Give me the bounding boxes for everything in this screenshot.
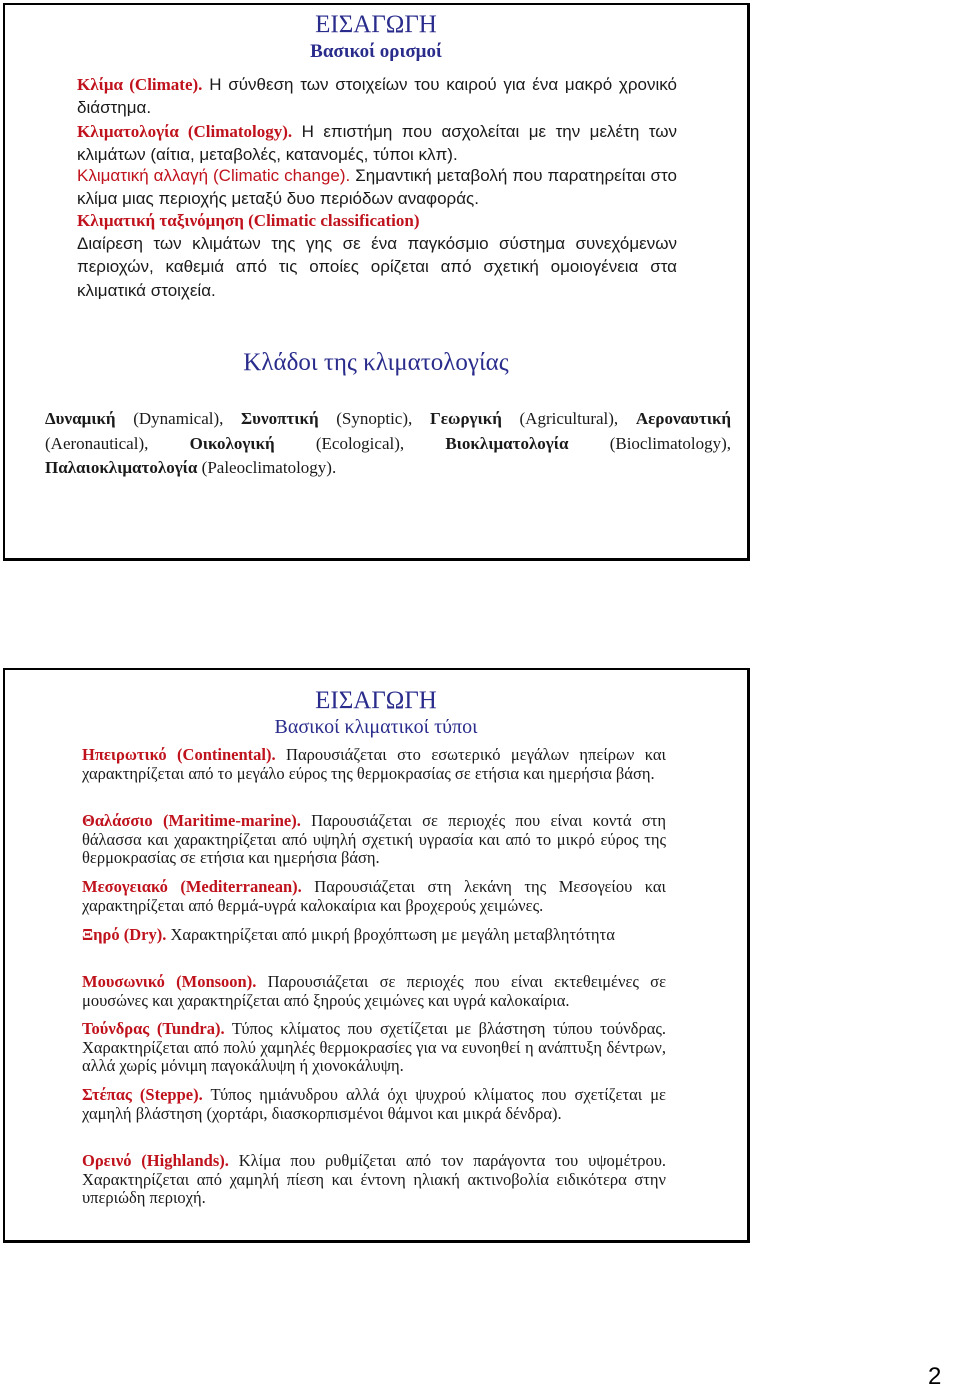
climate-type-term: Στέπας (Steppe). xyxy=(82,1085,203,1104)
slide-subtitle: Βασικοί κλιματικοί τύποι xyxy=(274,716,478,738)
definition-climate xyxy=(77,73,677,119)
climate-type-text: Παρουσιάζεται στη λεκάνη της Μεσογείου και χαρακτηρίζεται από θερμά-υγρά καλοκαίρια και βροχερούς χειμώνες. xyxy=(82,877,666,915)
climate-type-term: Θαλάσσιο (Maritime-marine). xyxy=(82,811,301,830)
climate-type-term: Ηπειρωτικό (Continental). xyxy=(82,745,276,764)
climate-type-text: Παρουσιάζεται σε περιοχές που είναι κοντά στη θάλασσα και χαρακτηρίζεται από υψηλή σχετική υγρασία και από το μικρό εύρος της θερμοκρασίας σε ετήσια και ημερήσια βάση. xyxy=(82,811,666,867)
slide-basic-definitions xyxy=(3,3,750,561)
definition-climatic-classification xyxy=(77,209,677,302)
climate-type-steppe xyxy=(82,1086,666,1123)
branch-en: (Ecological) xyxy=(315,433,400,453)
climate-type-text: Παρουσιάζεται σε περιοχές που είναι εκτεθειμένες σε μουσώνες και χαρακτηρίζεται από ξηρούς χειμώνες και υγρά καλοκαίρια. xyxy=(82,972,667,1010)
branch-name: Γεωργική xyxy=(429,409,502,428)
slide-climate-types xyxy=(3,668,750,1243)
climate-type-term: Μεσογειακό (Mediterranean). xyxy=(82,877,302,896)
climate-type-tundra xyxy=(82,1020,666,1076)
branch-name: Αεροναυτική xyxy=(635,409,732,428)
definition-climatic-change xyxy=(77,164,677,210)
branch-name: Παλαιοκλιματολογία xyxy=(45,458,198,477)
page-number: 2 xyxy=(928,1363,942,1390)
definition-climatology xyxy=(77,120,677,166)
climate-type-text: Χαρακτηρίζεται από μικρή βροχόπτωση με μεγάλη μεταβλητότητα xyxy=(166,925,615,944)
climate-type-mediterranean xyxy=(82,878,666,915)
branch-name: Συνοπτική xyxy=(241,409,319,428)
climate-type-continental xyxy=(82,746,666,783)
branch-en: (Agricultural) xyxy=(519,409,614,428)
definition-text: Η επιστήμη που ασχολείται με την μελέτη των κλιμάτων (αίτια, μεταβολές, κατανομές, τύποι κλπ). xyxy=(77,122,677,165)
climate-type-term: Ορεινό (Highlands). xyxy=(82,1151,229,1170)
climate-type-term: Μουσωνικό (Monsoon). xyxy=(82,972,257,991)
climate-type-monsoon xyxy=(82,973,666,1010)
definition-term: Κλιματική ταξινόμηση (Climatic classification) xyxy=(77,211,420,230)
definition-term: Κλίμα (Climate). xyxy=(77,75,203,94)
slide-subtitle: Βασικοί ορισμοί xyxy=(310,41,442,62)
definition-term: Κλιματολογία (Climatology). xyxy=(77,122,293,141)
climate-type-text: Τύπος ημιάνυδρου αλλά όχι ψυχρού κλίματος που σχετίζεται με χαμηλή βλάστηση (χορτάρι, διασκορπισμένοι θάμνοι και μικρά δένδρα). xyxy=(82,1085,666,1123)
branch-name: Δυναμική xyxy=(45,409,116,428)
slide-title: ΕΙΣΑΓΩΓΗ xyxy=(315,687,437,714)
branch-en: (Aeronautical) xyxy=(45,433,145,453)
climate-type-term: Ξηρό (Dry). xyxy=(82,925,167,944)
definition-term: Κλιματική αλλαγή (Climatic change). xyxy=(77,166,351,185)
climate-type-term: Τούνδρας (Tundra). xyxy=(82,1019,225,1038)
branches-heading: Κλάδοι της κλιματολογίας xyxy=(243,349,509,376)
branch-name: Οικολογική xyxy=(189,433,275,453)
branches-list: Δυναμική (Dynamical), Συνοπτική (Synoptic), Γεωργική (Agricultural), Αεροναυτική (Aeronautical), Οικολογική (Ecological), Βιοκλιματολογία (Bioclimatology), Παλαιοκλιματολογία (Paleoclimatology). xyxy=(45,409,732,477)
climate-type-text: Παρουσιάζεται στο εσωτερικό μεγάλων ηπείρων και χαρακτηρίζεται από το μεγάλο εύρος της θερμοκρασίας σε ετήσια και ημερήσια βάση. xyxy=(82,745,666,783)
definition-text: Σημαντική μεταβολή που παρατηρείται στο κλίμα μιας περιοχής μεταξύ δυο περιόδων αναφοράς. xyxy=(77,166,677,209)
definition-text: Η σύνθεση των στοιχείων του καιρού για ένα μακρό χρονικό διάστημα. xyxy=(77,75,678,118)
branch-en: (Bioclimatology) xyxy=(609,433,727,453)
climate-type-maritime xyxy=(82,812,666,868)
branch-en: (Synoptic) xyxy=(336,409,409,428)
slide-title: ΕΙΣΑΓΩΓΗ xyxy=(315,11,437,38)
climate-type-highlands xyxy=(82,1152,666,1208)
branch-en: (Paleoclimatology) xyxy=(201,458,332,477)
climate-type-text: Κλίμα που ρυθμίζεται από τον παράγοντα του υψομέτρου. Χαρακτηρίζεται από χαμηλή πίεση και έντονη ηλιακή ακτινοβολία ειδικότερα στην υπεριώδη περιοχή. xyxy=(82,1151,666,1207)
branch-name: Βιοκλιματολογία xyxy=(445,433,569,453)
definition-text: Διαίρεση των κλιμάτων της γης σε ένα παγκόσμιο σύστημα συνεχόμενων περιοχών, καθεμιά από τις οποίες ορίζεται από σχετική ομοιογένεια στα κλιματικά στοιχεία. xyxy=(77,234,677,300)
climate-type-dry xyxy=(82,926,666,945)
branch-en: (Dynamical) xyxy=(133,409,220,428)
climate-type-text: Τύπος κλίματος που σχετίζεται με βλάστηση τύπου τούνδρας. Χαρακτηρίζεται από πολύ χαμηλές θερμοκρασίες για να ευνοηθεί η ανάπτυξη δέντρων, αλλά χωρίς μόνιμη παγοκάλυψη ή χιονοκάλυψη. xyxy=(82,1019,666,1075)
